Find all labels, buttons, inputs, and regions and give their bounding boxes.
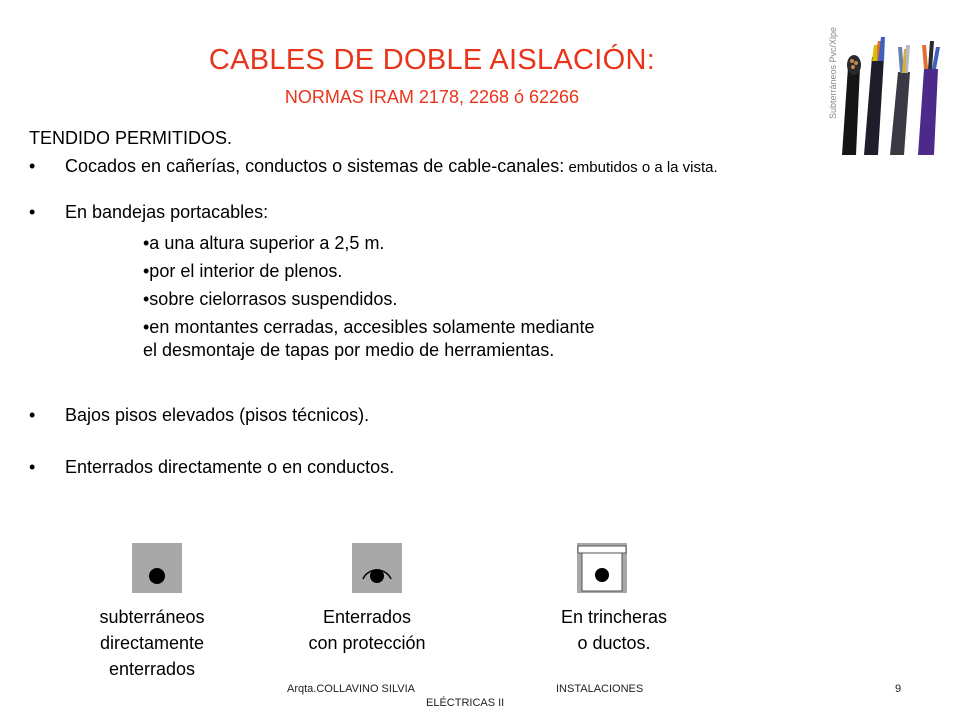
slide-subtitle: NORMAS IRAM 2178, 2268 ó 62266 bbox=[284, 87, 580, 107]
caption-line: con protección bbox=[308, 633, 426, 653]
bullet-text: En bandejas portacables: bbox=[65, 202, 269, 222]
caption-line: subterráneos bbox=[99, 607, 205, 627]
sub-list-item: •sobre cielorrasos suspendidos. bbox=[143, 289, 398, 309]
bullet-marker: • bbox=[29, 202, 36, 222]
bullet-text: Cocados en cañerías, conductos o sistemas de cable-canales: bbox=[65, 156, 565, 176]
bullet-marker: • bbox=[29, 156, 36, 176]
caption-line: En trincheras bbox=[560, 607, 668, 627]
caption-line: enterrados bbox=[108, 659, 196, 679]
bullet-note: embutidos o a la vista. bbox=[564, 159, 718, 176]
cable-image-side-label: Subterráneos Pvc/Xlpe bbox=[828, 27, 838, 119]
page-number: 9 bbox=[895, 683, 902, 695]
list-item bbox=[29, 457, 394, 478]
caption-line: directamente bbox=[99, 633, 205, 653]
caption-trench bbox=[534, 604, 694, 656]
caption-line: Enterrados bbox=[322, 607, 412, 627]
list-item bbox=[29, 202, 268, 223]
footer-course: INSTALACIONES bbox=[556, 683, 644, 695]
caption-line: o ductos. bbox=[577, 633, 651, 653]
list-item bbox=[29, 405, 369, 426]
bullet-text: Bajos pisos elevados (pisos técnicos). bbox=[65, 405, 370, 425]
sub-list-item: •a una altura superior a 2,5 m. bbox=[143, 233, 385, 253]
caption-buried bbox=[72, 604, 232, 682]
bullet-text: Enterrados directamente o en conductos. bbox=[65, 457, 395, 477]
sub-list-item: •por el interior de plenos. bbox=[143, 261, 343, 281]
section-heading: TENDIDO PERMITIDOS. bbox=[29, 128, 233, 148]
trench-cable-icon bbox=[577, 543, 627, 593]
footer-course-line2: ELÉCTRICAS II bbox=[426, 697, 505, 709]
protected-cable-icon bbox=[352, 543, 402, 593]
bullet-marker: • bbox=[29, 457, 36, 477]
buried-cable-icon bbox=[132, 543, 182, 593]
bullet-marker: • bbox=[29, 405, 36, 425]
caption-protected bbox=[287, 604, 447, 656]
list-item bbox=[29, 156, 718, 177]
slide-title: CABLES DE DOBLE AISLACIÓN: bbox=[208, 44, 656, 76]
footer-author: Arqta.COLLAVINO SILVIA bbox=[287, 683, 415, 695]
sub-list-item: •en montantes cerradas, accesibles solamente mediante el desmontaje de tapas por medio de herramientas. bbox=[143, 317, 595, 360]
cable-product-image bbox=[820, 27, 948, 155]
